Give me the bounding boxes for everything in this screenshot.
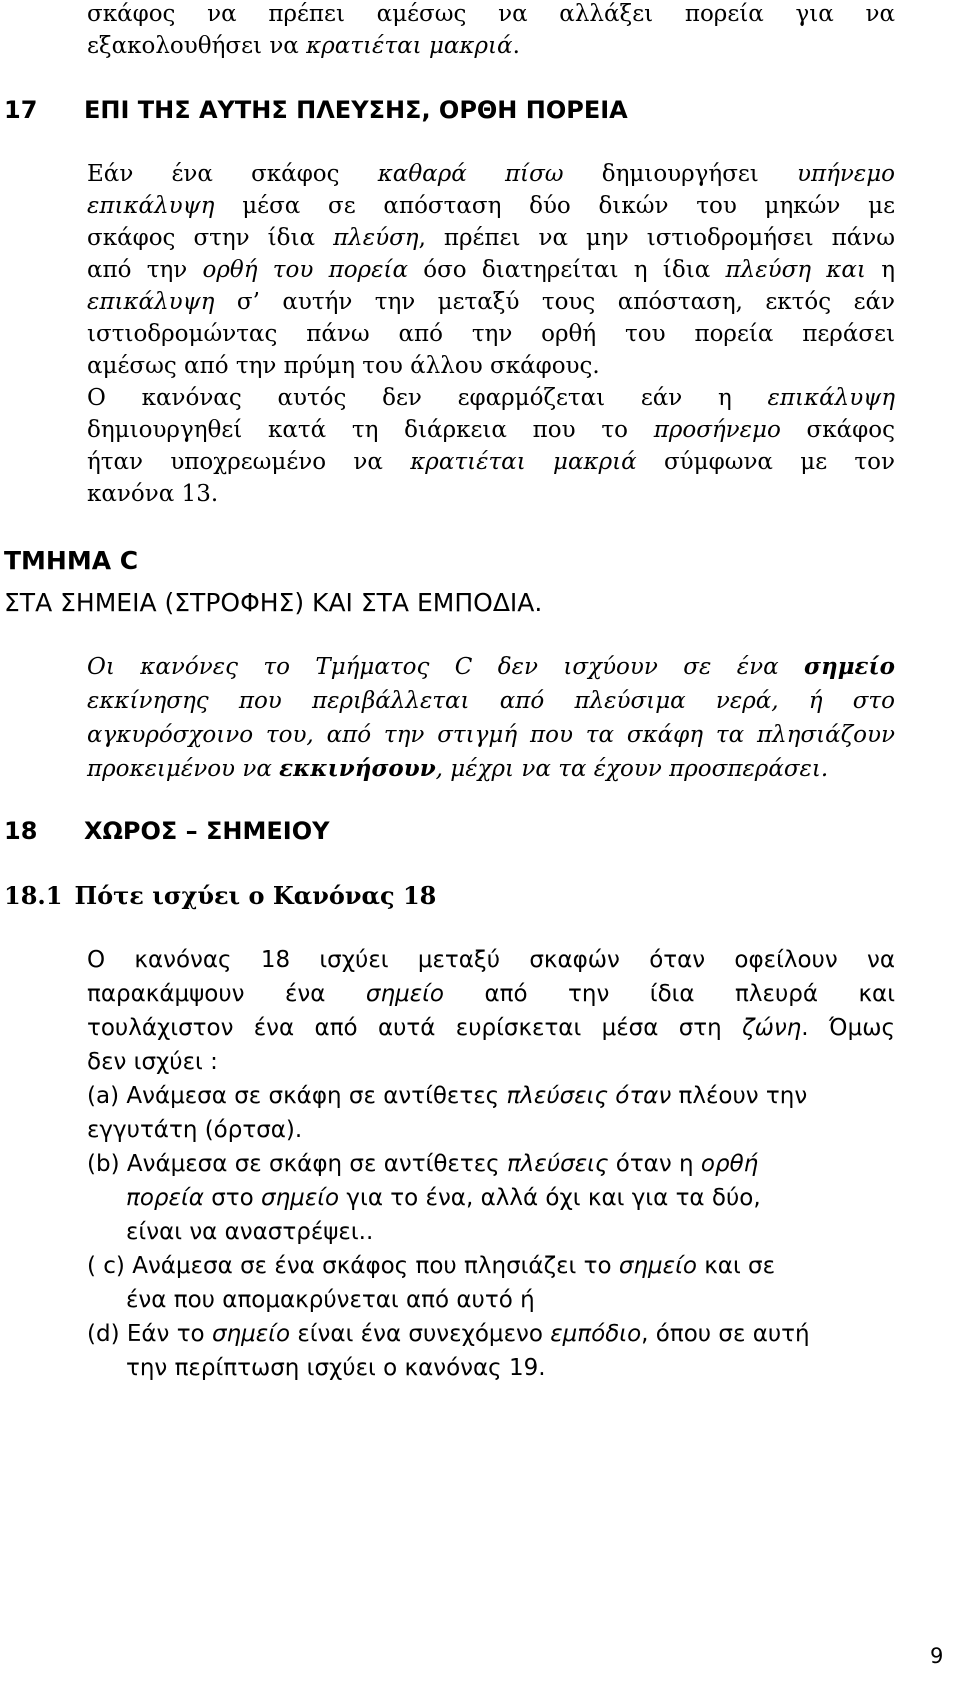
term: καθαρά πίσω (377, 161, 564, 187)
text: Ανάμεσα σε σκάφη σε αντίθετες (119, 1151, 507, 1177)
section-c-title (4, 545, 138, 577)
text: κανόνα 13. (87, 481, 219, 507)
term: ορθή του πορεία (202, 257, 408, 283)
rule17-p1-line-4 (87, 254, 895, 286)
rule17-p1-line-2 (87, 190, 895, 222)
rule18-1-heading (4, 880, 436, 912)
text: αγκυρόσχοινο του, από την στιγμή που τα σκάφη τα πλησιάζουν (87, 722, 895, 748)
rule18-p1-line-1 (87, 944, 895, 976)
rule18-item-b-line-3 (126, 1216, 373, 1248)
text: τουλάχιστον ένα από αυτά ευρίσκεται μέσα στη (87, 1015, 743, 1041)
term-bold: εκκινήσουν (279, 755, 436, 782)
section-c-intro-line-3 (87, 719, 895, 751)
text: , όπου σε αυτή (641, 1321, 810, 1347)
page-number-text: 9 (930, 1644, 944, 1668)
item-label: (d) (87, 1321, 120, 1347)
text: εκκίνησης που περιβάλλεται από πλεύσιμα νερά, ή στο (87, 688, 895, 714)
rule17-number: 17 (4, 96, 38, 124)
text: Ανάμεσα σε σκάφη σε αντίθετες (119, 1083, 507, 1109)
rule18-number: 18 (4, 817, 38, 845)
text: . Όμως (801, 1015, 895, 1041)
term: εμπόδιο (550, 1321, 642, 1347)
text: σκάφος (780, 417, 895, 443)
section-c-intro-line-1 (87, 651, 895, 683)
text: η (865, 257, 895, 283)
term: πλεύση (333, 225, 419, 251)
term-bold: σημείο (804, 653, 895, 680)
section-c-intro-line-4 (87, 753, 828, 785)
term: σημείο (618, 1253, 697, 1279)
rule18-item-c-line-1 (87, 1250, 775, 1282)
text: Εάν το (119, 1321, 212, 1347)
rule17-p2-line-4 (87, 478, 218, 510)
text: την περίπτωση ισχύει ο κανόνας 19. (126, 1355, 546, 1381)
term: επικάλυψη (767, 385, 895, 411)
item-label: (a) (87, 1083, 120, 1109)
text: αμέσως από την πρύμη του άλλου σκάφους. (87, 353, 600, 379)
term: σημείο (365, 981, 444, 1007)
intro-line-2 (87, 30, 520, 62)
rule17-p1-line-6 (87, 318, 895, 350)
rule17-p1-line-1 (87, 158, 895, 190)
term: προσήνεμο (653, 417, 781, 443)
term: επικάλυψη (87, 289, 215, 315)
text: πλέουν την (671, 1083, 808, 1109)
text: και σε (696, 1253, 776, 1279)
text: εγγυτάτη (όρτσα). (87, 1117, 303, 1143)
intro-text: σκάφος να πρέπει αμέσως να αλλάξει πορεία για να (87, 1, 895, 27)
intro-term: κρατιέται μακριά (306, 33, 513, 59)
rule18-1-number: 18.1 (4, 881, 63, 910)
rule18-1-title: Πότε ισχύει ο Κανόνας 18 (74, 881, 437, 910)
rule17-p1-line-3 (87, 222, 895, 254)
rule17-p2-line-2 (87, 414, 895, 446)
term: επικάλυψη (87, 193, 215, 219)
text: προκειμένου να (87, 756, 280, 782)
rule18-item-a-line-2 (87, 1114, 302, 1146)
intro-text: . (512, 33, 520, 59)
text: δεν ισχύει : (87, 1049, 218, 1075)
section-subtitle: ΣΤΑ ΣΗΜΕΙΑ (ΣΤΡΟΦΗΣ) ΚΑΙ ΣΤΑ ΕΜΠΟΔΙΑ. (4, 588, 543, 617)
term: πορεία (126, 1185, 204, 1211)
text: Ο κανόνας αυτός δεν εφαρμόζεται εάν η (87, 385, 768, 411)
text: σ’ αυτήν την μεταξύ τους απόσταση, εκτός εάν (214, 289, 895, 315)
text: δημιουργηθεί κατά τη διάρκεια που το (87, 417, 654, 443)
text: όταν η (608, 1151, 701, 1177)
text: , πρέπει να μην ιστιοδρομήσει πάνω (418, 225, 895, 251)
rule17-p1-line-7 (87, 350, 600, 382)
text: , μέχρι να τα έχουν προσπεράσει. (435, 756, 829, 782)
rule18-item-d-line-1 (87, 1318, 810, 1350)
term: πλεύση και (725, 257, 866, 283)
text: παρακάμψουν ένα (87, 981, 366, 1007)
text: ήταν υποχρεωμένο να (87, 449, 411, 475)
term: πλεύσεις (506, 1151, 609, 1177)
text: για το ένα, αλλά όχι και για τα δύο, (339, 1185, 761, 1211)
rule17-p1-line-5 (87, 286, 895, 318)
rule17-p2-line-3 (87, 446, 895, 478)
section-c-subtitle (4, 587, 542, 619)
section-c-intro-line-2 (87, 685, 895, 717)
rule18-p1-line-2 (87, 978, 895, 1010)
rule18-title: ΧΩΡΟΣ – ΣΗΜΕΙΟΥ (84, 817, 330, 845)
rule18-item-c-line-2 (126, 1284, 535, 1316)
term: ζώνη (742, 1015, 802, 1041)
item-label: ( c) (87, 1253, 125, 1279)
text: από την ίδια πλευρά και (444, 981, 895, 1007)
text: Οι κανόνες το Τμήματος C δεν ισχύουν σε ένα (87, 654, 805, 680)
text: δημιουργήσει (563, 161, 798, 187)
rule18-item-d-line-2 (126, 1352, 546, 1384)
intro-text: εξακολουθήσει να (87, 33, 307, 59)
text: από την (87, 257, 203, 283)
rule18-item-b-line-1 (87, 1148, 758, 1180)
text: ένα που απομακρύνεται από αυτό ή (126, 1287, 535, 1313)
item-label: (b) (87, 1151, 120, 1177)
text: σκάφος στην ίδια (87, 225, 334, 251)
rule18-item-b-line-2 (126, 1182, 761, 1214)
text: Ο κανόνας 18 ισχύει μεταξύ σκαφών όταν οφείλουν να (87, 947, 895, 973)
text: στο (203, 1185, 262, 1211)
text: όσο διατηρείται η ίδια (407, 257, 726, 283)
text: ιστιοδρομώντας πάνω από την ορθή του πορεία περάσει (87, 321, 895, 347)
term: σημείο (211, 1321, 291, 1347)
term: υπήνεμο (797, 161, 896, 187)
text: Εάν ένα σκάφος (87, 161, 378, 187)
text: σύμφωνα με τον (636, 449, 895, 475)
term: ορθή (700, 1151, 759, 1177)
rule18-p1-line-3 (87, 1012, 895, 1044)
rule17-p2-line-1 (87, 382, 895, 414)
text: Ανάμεσα σε ένα σκάφος που πλησιάζει το (124, 1253, 619, 1279)
rule18-item-a-line-1 (87, 1080, 807, 1112)
text: είναι να αναστρέψει.. (126, 1219, 374, 1245)
term: σημείο (261, 1185, 340, 1211)
rule17-title: ΕΠΙ ΤΗΣ ΑΥΤΗΣ ΠΛΕΥΣΗΣ, ΟΡΘΗ ΠΟΡΕΙΑ (84, 96, 628, 124)
text: μέσα σε απόσταση δύο δικών του μηκών με (214, 193, 895, 219)
intro-line-1 (87, 0, 895, 30)
term: πλεύσεις όταν (506, 1083, 672, 1109)
section-title: ΤΜΗΜΑ C (4, 546, 139, 575)
term: κρατιέται μακριά (410, 449, 637, 475)
rule18-p1-line-4 (87, 1046, 218, 1078)
text: είναι ένα συνεχόμενο (290, 1321, 551, 1347)
page-number (930, 1640, 943, 1672)
